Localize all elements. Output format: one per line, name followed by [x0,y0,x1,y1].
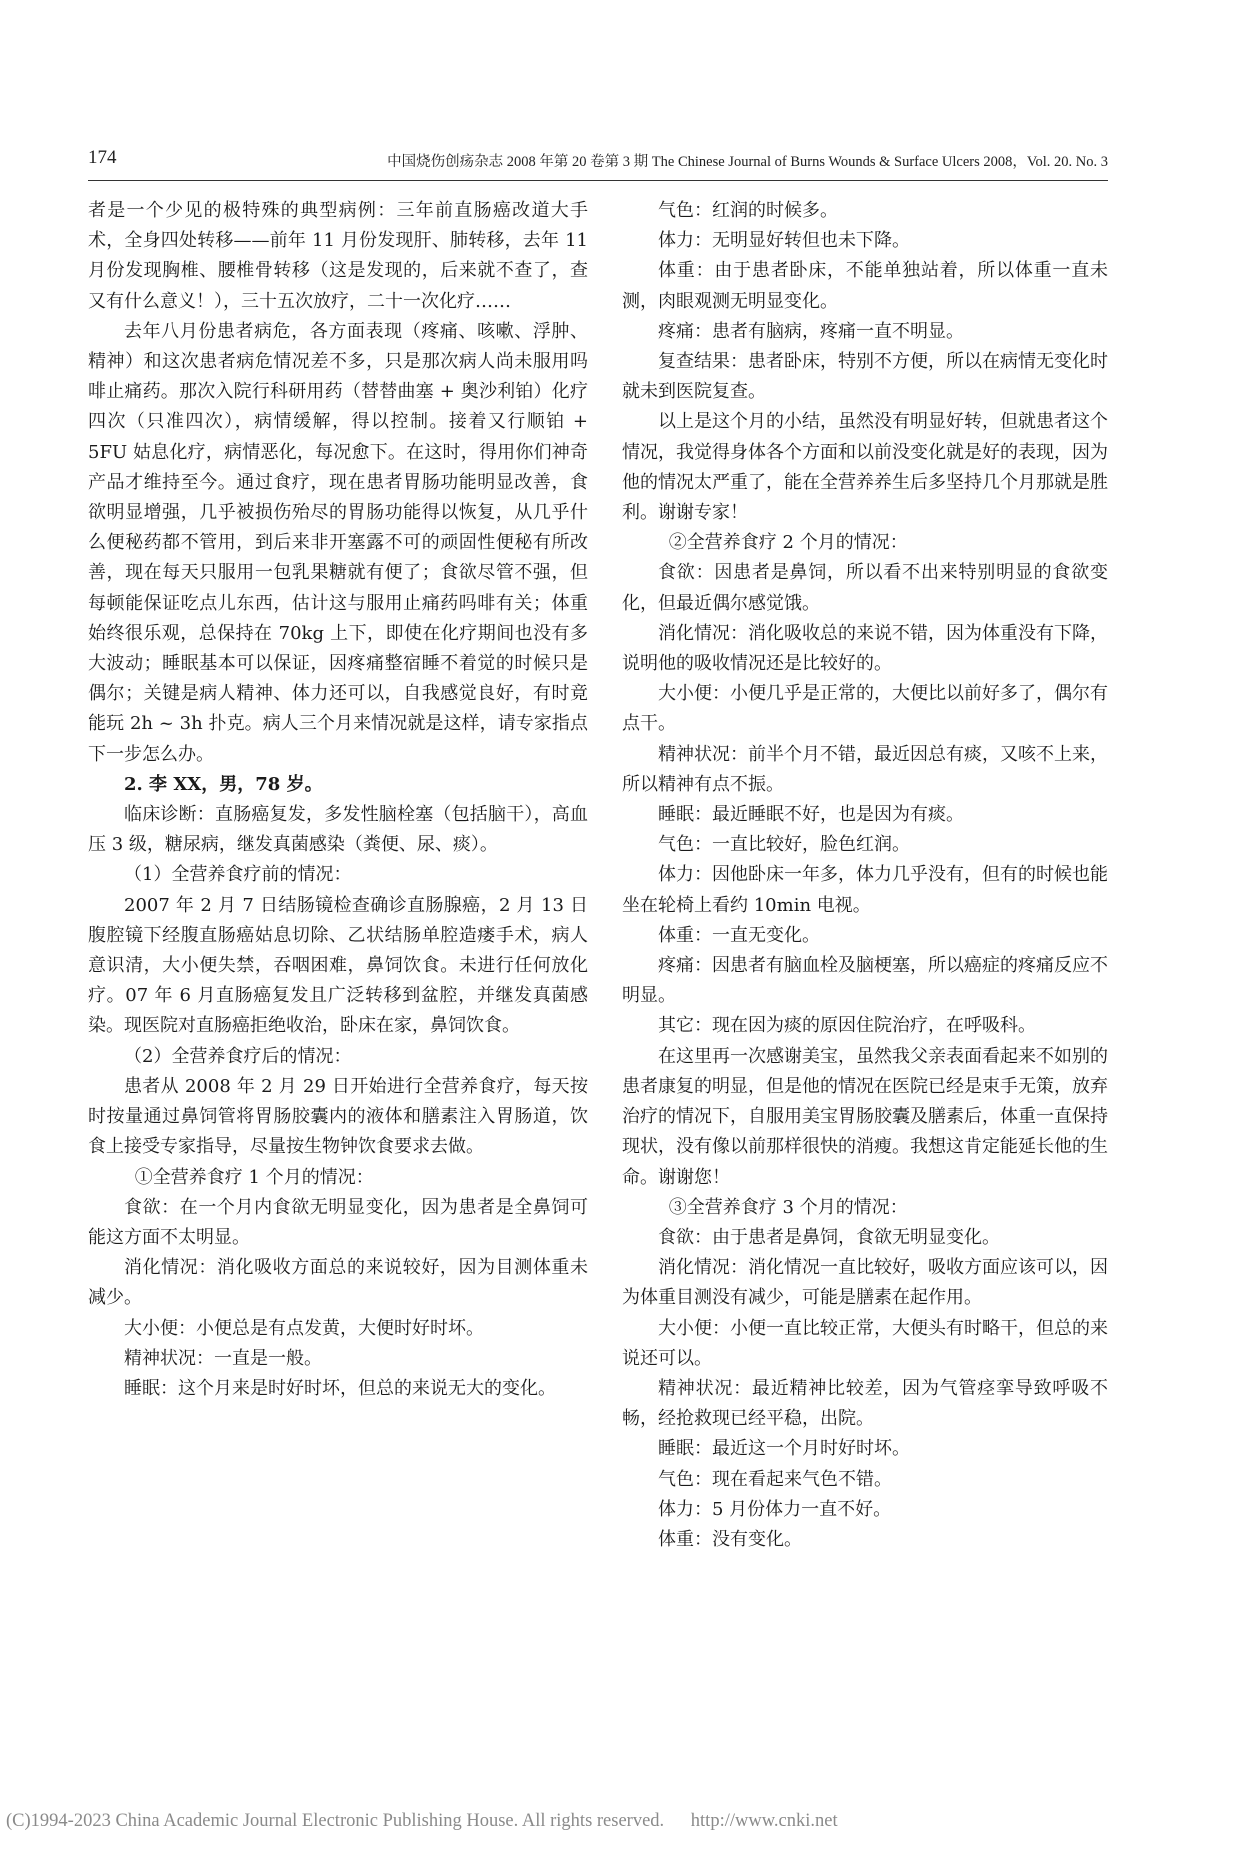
paragraph: 食欲：因患者是鼻饲，所以看不出来特别明显的食欲变化，但最近偶尔感觉饿。 [622,562,1108,614]
paragraph: 气色：现在看起来气色不错。 [658,1468,892,1490]
journal-citation: 中国烧伤创疡杂志 2008 年第 20 卷第 3 期 The Chinese Journal of Burns Wounds & Surface Ulcers 2008，Vol. 20. No. 3 [387,154,1108,170]
paragraph: 患者从 2008 年 2 月 29 日开始进行全营养食疗，每天按时按量通过鼻饲管将胃肠胶囊内的液体和膳素注入胃肠道，饮食上接受专家指导，尽量按生物钟饮食要求去做。 [88,1075,588,1158]
paragraph: 精神状况：一直是一般。 [124,1347,322,1369]
paragraph: 疼痛：因患者有脑血栓及脑梗塞，所以癌症的疼痛反应不明显。 [622,955,1108,1007]
paragraph: 消化情况：消化情况一直比较好，吸收方面应该可以，因为体重目测没有减少，可能是膳素在起作用。 [622,1257,1108,1309]
paragraph: 体重：由于患者卧床，不能单独站着，所以体重一直未测，肉眼观测无明显变化。 [622,260,1108,312]
paragraph: 食欲：在一个月内食欲无明显变化，因为患者是全鼻饲可能这方面不太明显。 [88,1196,588,1248]
paragraph: 精神状况：最近精神比较差，因为气管痉挛导致呼吸不畅，经抢救现已经平稳，出院。 [622,1377,1108,1430]
paragraph: 以上是这个月的小结，虽然没有明显好转，但就患者这个情况，我觉得身体各个方面和以前没变化就是好的表现，因为他的情况太严重了，能在全营养养生后多坚持几个月那就是胜利。谢谢专家！ [622,411,1108,524]
paragraph: ①全营养食疗 1 个月的情况： [134,1166,374,1188]
paragraph: 气色：红润的时候多。 [658,200,838,221]
paragraph: 睡眠：这个月来是时好时坏，但总的来说无大的变化。 [124,1377,556,1399]
left-column [88,196,588,1404]
paragraph: 睡眠：最近这一个月时好时坏。 [658,1438,910,1460]
paragraph: 临床诊断：直肠癌复发，多发性脑栓塞（包括脑干），高血压 3 级，糖尿病，继发真菌感染（粪便、尿、痰）。 [88,804,588,856]
copyright-text: (C)1994-2023 China Academic Journal Electronic Publishing House. All rights reserved. [6,1811,665,1831]
paragraph: 其它：现在因为痰的原因住院治疗，在呼吸科。 [658,1015,1036,1037]
paragraph: 疼痛：患者有脑病，疼痛一直不明显。 [658,320,964,342]
paragraph: 体力：因他卧床一年多，体力几乎没有，但有的时候也能坐在轮椅上看约 10min 电视。 [622,864,1108,916]
paragraph: 在这里再一次感谢美宝，虽然我父亲表面看起来不如别的患者康复的明显，但是他的情况在医院已经是束手无策，放弃治疗的情况下，自服用美宝胃肠胶囊及膳素后，体重一直保持现状，没有像以前那样很快的消瘦。我想这肯定能延长他的生命。谢谢您！ [622,1045,1108,1188]
paragraph: （2）全营养食疗后的情况： [124,1045,352,1067]
paragraph: 体力：无明显好转但也未下降。 [658,230,910,252]
paragraph: 大小便：小便几乎是正常的，大便比以前好多了，偶尔有点干。 [622,683,1108,735]
paragraph: ②全营养食疗 2 个月的情况： [668,532,908,554]
page-number: 174 [88,147,117,168]
paragraph: 精神状况：前半个月不错，最近因总有痰，又咳不上来，所以精神有点不振。 [622,743,1108,795]
paragraph: 体重：一直无变化。 [658,924,820,946]
running-header [88,147,1108,177]
paragraph: 消化情况：消化吸收方面总的来说较好，因为目测体重未减少。 [88,1257,588,1309]
cnki-url: http://www.cnki.net [690,1811,838,1831]
paragraph: 复查结果：患者卧床，特别不方便，所以在病情无变化时就未到医院复查。 [622,351,1108,403]
paragraph: ③全营养食疗 3 个月的情况： [668,1196,908,1218]
paragraph: 大小便：小便总是有点发黄，大便时好时坏。 [124,1317,484,1339]
paragraph: 者是一个少见的极特殊的典型病例：三年前直肠癌改道大手术，全身四处转移——前年 11 月份发现肝、肺转移，去年 11 月份发现胸椎、腰椎骨转移（这是发现的，后来就不查了，查又有什么意义！），三十五次放疗，二十一次化疗…… [88,200,588,312]
paragraph: 2007 年 2 月 7 日结肠镜检查确诊直肠腺癌，2 月 13 日腹腔镜下经腹直肠癌姑息切除、乙状结肠单腔造瘘手术，病人意识清，大小便失禁，吞咽困难，鼻饲饮食。未进行任何放化疗。07 年 6 月直肠癌复发且广泛转移到盆腔，并继发真菌感染。现医院对直肠癌拒绝收治，卧床在家，鼻饲饮食。 [88,894,588,1037]
right-column [622,196,1108,1555]
paragraph: 气色：一直比较好，脸色红润。 [658,834,910,856]
paragraph: 2. 李 XX，男，78 岁。 [124,773,323,795]
copyright-footer [6,1811,1243,1832]
paragraph: 大小便：小便一直比较正常，大便头有时略干，但总的来说还可以。 [622,1317,1108,1369]
paragraph: 体力：5 月份体力一直不好。 [658,1498,892,1520]
paragraph: 体重：没有变化。 [658,1528,802,1550]
paragraph: 食欲：由于患者是鼻饲，食欲无明显变化。 [658,1226,1000,1248]
paragraph: 睡眠：最近睡眠不好，也是因为有痰。 [658,804,964,826]
paragraph: （1）全营养食疗前的情况： [124,864,352,886]
paragraph: 去年八月份患者病危，各方面表现（疼痛、咳嗽、浮肿、精神）和这次患者病危情况差不多，只是那次病人尚未服用吗啡止痛药。那次入院行科研用药（替替曲塞 + 奥沙利铂）化疗四次（只准四次），病情缓解，得以控制。接着又行顺铂 + 5FU 姑息化疗，病情恶化，每况愈下。在这时，得用你们神奇产品才维持至今。通过食疗，现在患者胃肠功能明显改善，食欲明显增强，几乎被损伤殆尽的胃肠功能得以恢复，从几乎什么便秘药都不管用，到后来非开塞露不可的顽固性便秘有所改善，现在每天只服用一包乳果糖就有便了；食欲尽管不强，但每顿能保证吃点儿东西，估计这与服用止痛药吗啡有关；体重始终很乐观，总保持在 70kg 上下，即使在化疗期间也没有多大波动；睡眠基本可以保证，因疼痛整宿睡不着觉的时候只是偶尔；关键是病人精神、体力还可以，自我感觉良好，有时竟能玩 2h ~ 3h 扑克。病人三个月来情况就是这样，请专家指点下一步怎么办。 [88,320,588,765]
paragraph: 消化情况：消化吸收总的来说不错，因为体重没有下降，说明他的吸收情况还是比较好的。 [622,622,1108,675]
header-rule [88,180,1108,181]
